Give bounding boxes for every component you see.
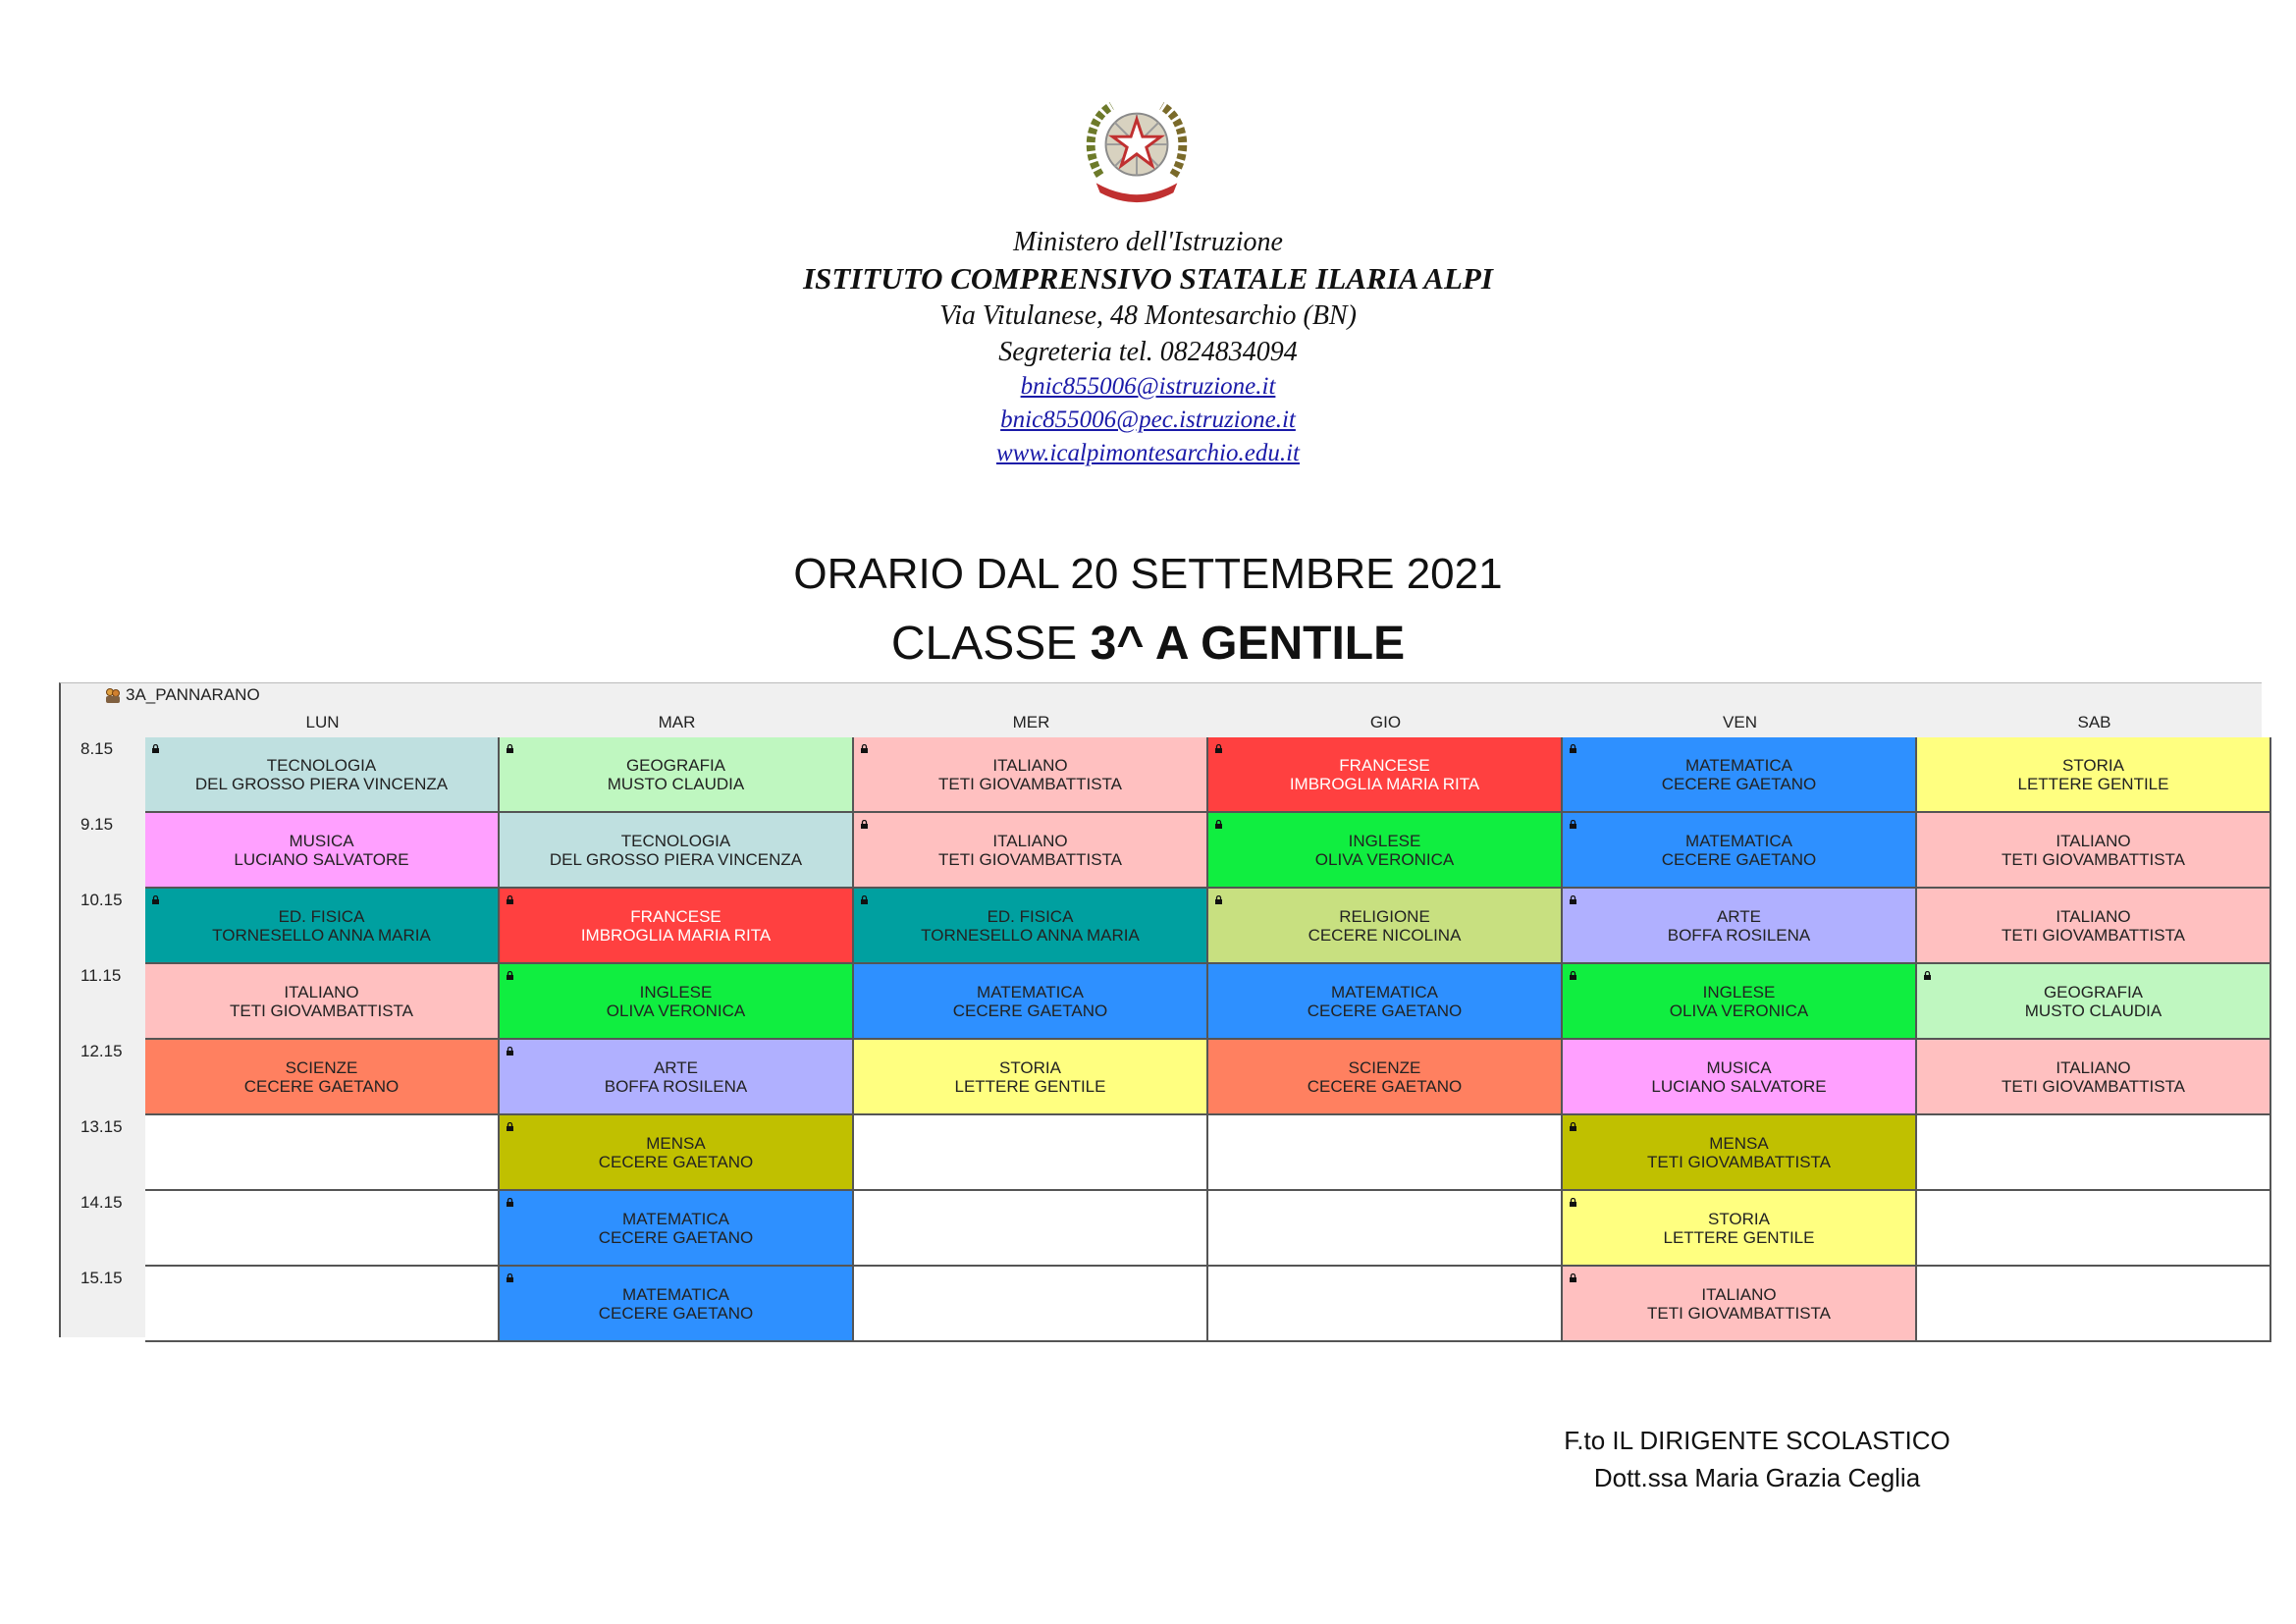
letterhead: [0, 224, 2296, 470]
lock-icon: [1569, 1273, 1577, 1282]
lesson-cell[interactable]: [1563, 1267, 1917, 1342]
class-title-name: 3^ A GENTILE: [1090, 618, 1406, 670]
school-name: ISTITUTO COMPRENSIVO STATALE ILARIA ALPI: [803, 261, 1493, 296]
empty-cell[interactable]: [1208, 1191, 1563, 1267]
lesson-cell[interactable]: [1917, 889, 2271, 964]
lesson-subject: RELIGIONE: [1339, 906, 1430, 926]
day-header-sab: SAB: [2077, 713, 2111, 731]
lesson-cell[interactable]: [145, 813, 500, 889]
lock-icon: [860, 820, 869, 829]
day-header-mer: MER: [1012, 713, 1050, 731]
empty-cell[interactable]: [1917, 1115, 2271, 1191]
lesson-teacher: OLIVA VERONICA: [606, 1001, 746, 1020]
lock-icon: [506, 1047, 514, 1056]
lesson-cell[interactable]: [145, 1040, 500, 1115]
empty-cell[interactable]: [1917, 1191, 2271, 1267]
lesson-subject: STORIA: [1708, 1209, 1770, 1228]
lesson-subject: ITALIANO: [2056, 831, 2131, 850]
lesson-teacher: BOFFA ROSILENA: [1667, 925, 1811, 945]
lock-icon: [1569, 895, 1577, 904]
lesson-subject: FRANCESE: [630, 906, 721, 926]
time-slot-label: 13.15: [80, 1117, 123, 1136]
lock-icon: [1214, 895, 1223, 904]
lesson-cell[interactable]: [500, 1267, 854, 1342]
lesson-cell[interactable]: [145, 737, 500, 813]
lesson-teacher: CECERE GAETANO: [1661, 774, 1817, 793]
lesson-teacher: TORNESELLO ANNA MARIA: [212, 925, 431, 945]
timetable: [59, 682, 2262, 1337]
empty-cell[interactable]: [1208, 1267, 1563, 1342]
lesson-teacher: TETI GIOVAMBATTISTA: [1646, 1152, 1831, 1171]
lock-icon: [506, 1198, 514, 1207]
lesson-subject: ED. FISICA: [278, 906, 365, 926]
lesson-cell[interactable]: [1563, 1191, 1917, 1267]
empty-cell[interactable]: [854, 1191, 1208, 1267]
class-group-icon: [104, 686, 122, 704]
lock-icon: [151, 744, 160, 753]
lesson-teacher: DEL GROSSO PIERA VINCENZA: [549, 849, 803, 869]
lesson-teacher: TETI GIOVAMBATTISTA: [2001, 849, 2185, 869]
time-slot-label: 9.15: [80, 815, 114, 834]
lesson-subject: MENSA: [1709, 1133, 1769, 1153]
day-header-ven: VEN: [1723, 713, 1757, 731]
lesson-subject: TECNOLOGIA: [266, 755, 377, 775]
lesson-subject: GEOGRAFIA: [2043, 982, 2144, 1001]
lesson-teacher: MUSTO CLAUDIA: [607, 774, 745, 793]
lesson-subject: ITALIANO: [992, 755, 1068, 775]
lock-icon: [506, 744, 514, 753]
empty-cell[interactable]: [145, 1267, 500, 1342]
lesson-teacher: BOFFA ROSILENA: [604, 1076, 748, 1096]
lesson-subject: FRANCESE: [1339, 755, 1430, 775]
lesson-subject: GEOGRAFIA: [625, 755, 726, 775]
lock-icon: [1214, 820, 1223, 829]
lesson-cell[interactable]: [145, 964, 500, 1040]
day-header-gio: GIO: [1369, 713, 1402, 731]
lesson-cell[interactable]: [1917, 1040, 2271, 1115]
lesson-teacher: TETI GIOVAMBATTISTA: [937, 774, 1122, 793]
lesson-teacher: CECERE GAETANO: [598, 1303, 754, 1323]
lesson-cell[interactable]: [500, 813, 854, 889]
lock-icon: [1569, 971, 1577, 980]
lock-icon: [506, 1122, 514, 1131]
lesson-cell[interactable]: [1917, 813, 2271, 889]
signature-block: [1531, 1422, 1983, 1496]
class-title: [0, 617, 2296, 671]
lesson-subject: INGLESE: [1348, 831, 1421, 850]
signature-name: Dott.ssa Maria Grazia Ceglia: [1593, 1463, 1921, 1492]
lesson-subject: MUSICA: [289, 831, 354, 850]
empty-cell[interactable]: [1208, 1115, 1563, 1191]
empty-cell[interactable]: [854, 1267, 1208, 1342]
lock-icon: [1569, 1198, 1577, 1207]
day-header-lun: LUN: [305, 713, 340, 731]
lesson-cell[interactable]: [500, 964, 854, 1040]
lock-icon: [1214, 744, 1223, 753]
school-address: Via Vitulanese, 48 Montesarchio (BN): [939, 300, 1357, 331]
lesson-subject: MENSA: [646, 1133, 706, 1153]
lesson-cell[interactable]: [1563, 813, 1917, 889]
signature-title: F.to IL DIRIGENTE SCOLASTICO: [1564, 1426, 1950, 1455]
lesson-teacher: CECERE GAETANO: [598, 1152, 754, 1171]
lesson-cell[interactable]: [1917, 964, 2271, 1040]
lesson-subject: MATEMATICA: [622, 1209, 729, 1228]
lesson-teacher: MUSTO CLAUDIA: [2024, 1001, 2163, 1020]
lesson-teacher: CECERE GAETANO: [952, 1001, 1108, 1020]
lesson-teacher: LETTERE GENTILE: [2017, 774, 2169, 793]
empty-cell[interactable]: [1917, 1267, 2271, 1342]
lesson-subject: SCIENZE: [1348, 1057, 1421, 1077]
lesson-subject: INGLESE: [1702, 982, 1776, 1001]
lesson-cell[interactable]: [854, 1040, 1208, 1115]
lesson-teacher: TETI GIOVAMBATTISTA: [937, 849, 1122, 869]
lesson-cell[interactable]: [1563, 964, 1917, 1040]
lesson-subject: MATEMATICA: [1685, 755, 1792, 775]
lesson-teacher: LUCIANO SALVATORE: [1651, 1076, 1827, 1096]
lesson-teacher: LETTERE GENTILE: [954, 1076, 1106, 1096]
lesson-cell[interactable]: [500, 1040, 854, 1115]
lesson-teacher: DEL GROSSO PIERA VINCENZA: [194, 774, 449, 793]
school-phone: Segreteria tel. 0824834094: [998, 337, 1298, 367]
lock-icon: [151, 895, 160, 904]
lesson-teacher: CECERE NICOLINA: [1308, 925, 1462, 945]
lesson-cell[interactable]: [1208, 889, 1563, 964]
empty-cell[interactable]: [145, 1115, 500, 1191]
lesson-teacher: TETI GIOVAMBATTISTA: [1646, 1303, 1831, 1323]
lesson-cell[interactable]: [145, 889, 500, 964]
time-slot-label: 10.15: [80, 891, 123, 909]
time-slot-label: 15.15: [80, 1269, 123, 1287]
lesson-subject: ITALIANO: [1701, 1284, 1777, 1304]
lesson-cell[interactable]: [1917, 737, 2271, 813]
timetable-grid: [145, 737, 2262, 1337]
lesson-cell[interactable]: [500, 889, 854, 964]
lesson-teacher: TORNESELLO ANNA MARIA: [921, 925, 1140, 945]
lesson-teacher: CECERE GAETANO: [243, 1076, 400, 1096]
lesson-subject: ARTE: [653, 1057, 699, 1077]
lesson-teacher: CECERE GAETANO: [1661, 849, 1817, 869]
lesson-subject: SCIENZE: [285, 1057, 358, 1077]
time-slot-label: 8.15: [80, 739, 114, 758]
lesson-teacher: TETI GIOVAMBATTISTA: [2001, 925, 2185, 945]
lock-icon: [1569, 1122, 1577, 1131]
lesson-subject: ITALIANO: [284, 982, 359, 1001]
empty-cell[interactable]: [854, 1115, 1208, 1191]
website-link[interactable]: www.icalpimontesarchio.edu.it: [995, 440, 1300, 466]
lesson-subject: STORIA: [999, 1057, 1061, 1077]
lesson-teacher: CECERE GAETANO: [598, 1227, 754, 1247]
lesson-cell[interactable]: [1563, 1115, 1917, 1191]
lock-icon: [860, 744, 869, 753]
lesson-cell[interactable]: [500, 1191, 854, 1267]
lesson-subject: MATEMATICA: [1331, 982, 1438, 1001]
lesson-cell[interactable]: [1563, 889, 1917, 964]
lock-icon: [1569, 820, 1577, 829]
lesson-teacher: TETI GIOVAMBATTISTA: [229, 1001, 413, 1020]
lesson-teacher: IMBROGLIA MARIA RITA: [1289, 774, 1480, 793]
email-link[interactable]: bnic855006@istruzione.it: [1020, 373, 1276, 400]
lesson-teacher: LETTERE GENTILE: [1663, 1227, 1815, 1247]
class-title-prefix: CLASSE: [890, 618, 1091, 670]
lesson-subject: MATEMATICA: [1685, 831, 1792, 850]
lesson-subject: ARTE: [1716, 906, 1762, 926]
lesson-subject: MUSICA: [1706, 1057, 1772, 1077]
lesson-cell[interactable]: [500, 1115, 854, 1191]
lock-icon: [1569, 744, 1577, 753]
lesson-subject: STORIA: [2062, 755, 2124, 775]
lesson-subject: ED. FISICA: [987, 906, 1074, 926]
lesson-subject: ITALIANO: [2056, 1057, 2131, 1077]
pec-link[interactable]: bnic855006@pec.istruzione.it: [1000, 406, 1296, 433]
lesson-teacher: CECERE GAETANO: [1307, 1076, 1463, 1096]
lesson-cell[interactable]: [1208, 813, 1563, 889]
time-slot-label: 12.15: [80, 1042, 123, 1060]
lesson-cell[interactable]: [854, 813, 1208, 889]
lesson-subject: ITALIANO: [2056, 906, 2131, 926]
lesson-subject: INGLESE: [639, 982, 713, 1001]
lesson-subject: TECNOLOGIA: [620, 831, 731, 850]
lesson-teacher: OLIVA VERONICA: [1669, 1001, 1809, 1020]
lesson-subject: MATEMATICA: [622, 1284, 729, 1304]
lesson-cell[interactable]: [500, 737, 854, 813]
lesson-subject: ITALIANO: [992, 831, 1068, 850]
ministry-name: Ministero dell'Istruzione: [1013, 227, 1283, 257]
time-slot-label: 14.15: [80, 1193, 123, 1212]
lesson-cell[interactable]: [1208, 964, 1563, 1040]
lock-icon: [506, 971, 514, 980]
lesson-teacher: LUCIANO SALVATORE: [234, 849, 409, 869]
timetable-caption: [104, 685, 260, 705]
lesson-cell[interactable]: [1208, 737, 1563, 813]
day-header-mar: MAR: [658, 713, 696, 731]
lock-icon: [506, 895, 514, 904]
lesson-subject: MATEMATICA: [977, 982, 1084, 1001]
lesson-teacher: TETI GIOVAMBATTISTA: [2001, 1076, 2185, 1096]
lesson-teacher: IMBROGLIA MARIA RITA: [580, 925, 772, 945]
lesson-cell[interactable]: [1563, 737, 1917, 813]
lesson-cell[interactable]: [854, 889, 1208, 964]
time-slot-label: 11.15: [80, 966, 122, 985]
lesson-cell[interactable]: [854, 964, 1208, 1040]
lesson-cell[interactable]: [1563, 1040, 1917, 1115]
lock-icon: [860, 895, 869, 904]
lesson-teacher: CECERE GAETANO: [1307, 1001, 1463, 1020]
lock-icon: [506, 1273, 514, 1282]
empty-cell[interactable]: [145, 1191, 500, 1267]
republic-emblem-icon: [1079, 90, 1195, 206]
schedule-title: ORARIO DAL 20 SETTEMBRE 2021: [793, 550, 1503, 598]
lesson-cell[interactable]: [854, 737, 1208, 813]
lock-icon: [1923, 971, 1932, 980]
timetable-caption-label: 3A_PANNARANO: [126, 685, 260, 704]
lesson-cell[interactable]: [1208, 1040, 1563, 1115]
lesson-teacher: OLIVA VERONICA: [1314, 849, 1455, 869]
